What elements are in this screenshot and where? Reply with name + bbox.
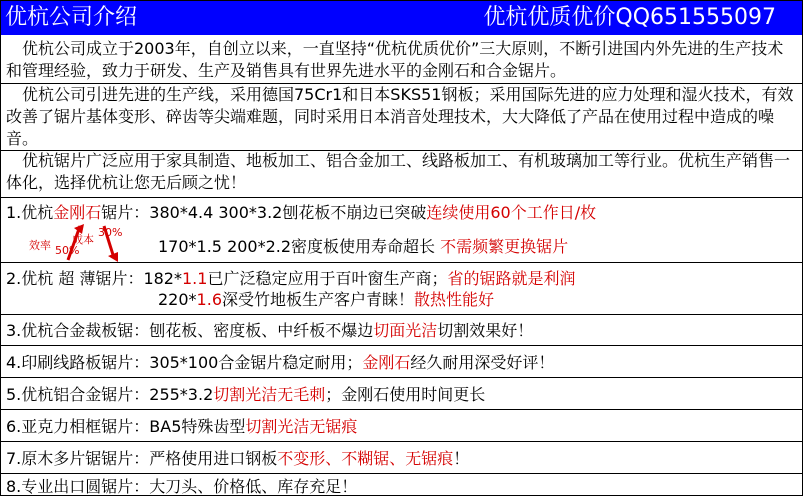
divider xyxy=(1,262,802,263)
intro-paragraph-2: 优杭公司引进先进的生产线，采用德国75Cr1和日本SKS51钢板；采用国际先进的应力处理和湿火技术，有效改善了锯片基体变形、碎齿等尖端难题，同时采用日本消音处理技术，大大降低了产品在使用过程中造成的噪音。 xyxy=(6,85,794,148)
divider xyxy=(1,197,802,198)
list-item: 5.优杭铝合金锯片：255*3.2切割光洁无毛刺；金刚石使用时间更长 xyxy=(6,385,486,404)
list-item: 7.原木多片锯锯片：严格使用进口钢板不变形、不糊锯、无锯痕！ xyxy=(6,449,470,468)
contact-qq: 优杭优质优价QQ651555097 xyxy=(483,5,776,30)
list-item: 3.优杭合金裁板锯：刨花板、密度板、中纤板不爆边切面光洁切割效果好！ xyxy=(6,321,534,340)
divider xyxy=(1,441,802,442)
divider xyxy=(1,314,802,315)
cost-label: 成本 xyxy=(72,233,94,246)
efficiency-pct: 50% xyxy=(55,244,80,257)
list-item: 8.专业出口圆锯片：大刀头、价格低、库存充足！ xyxy=(6,477,358,496)
list-item: 2.优杭 超 薄锯片：182*1.1已广泛稳定应用于百叶窗生产商；省的锯路就是利润 xyxy=(6,269,576,288)
list-item: 6.亚克力相框锯片：BA5特殊齿型切割光洁无锯痕 xyxy=(6,417,358,436)
cost-pct: 30% xyxy=(98,226,123,239)
list-item: 1.优杭金刚石锯片：380*4.4 300*3.2刨花板不崩边已突破连续使用60个工作日/枚 xyxy=(6,203,597,222)
page-title: 优杭公司介绍 xyxy=(5,5,138,30)
intro-paragraph-3: 优杭锯片广泛应用于家具制造、地板加工、铝合金加工、线路板加工、有机玻璃加工等行业。优杭生产销售一体化，选择优杭让您无后顾之忧！ xyxy=(6,151,791,192)
divider xyxy=(1,345,802,346)
header-bar xyxy=(1,1,802,35)
divider xyxy=(1,377,802,378)
divider xyxy=(1,473,802,474)
divider xyxy=(1,409,802,410)
list-item: 220*1.6深受竹地板生产客户青睐！散热性能好 xyxy=(158,290,495,309)
intro-paragraph-1: 优杭公司成立于2003年，自创立以来，一直坚持“优杭优质优价”三大原则，不断引进国内外先进的生产技术和管理经验，致力于研发、生产及销售具有世界先进水平的金刚石和合金锯片。 xyxy=(6,39,784,80)
list-item: 4.印刷线路板锯片：305*100合金锯片稳定耐用；金刚石经久耐用深受好评！ xyxy=(6,353,555,372)
efficiency-label: 效率 xyxy=(29,239,51,252)
list-item: 170*1.5 200*2.2密度板使用寿命超长 不需频繁更换锯片 xyxy=(158,237,569,256)
